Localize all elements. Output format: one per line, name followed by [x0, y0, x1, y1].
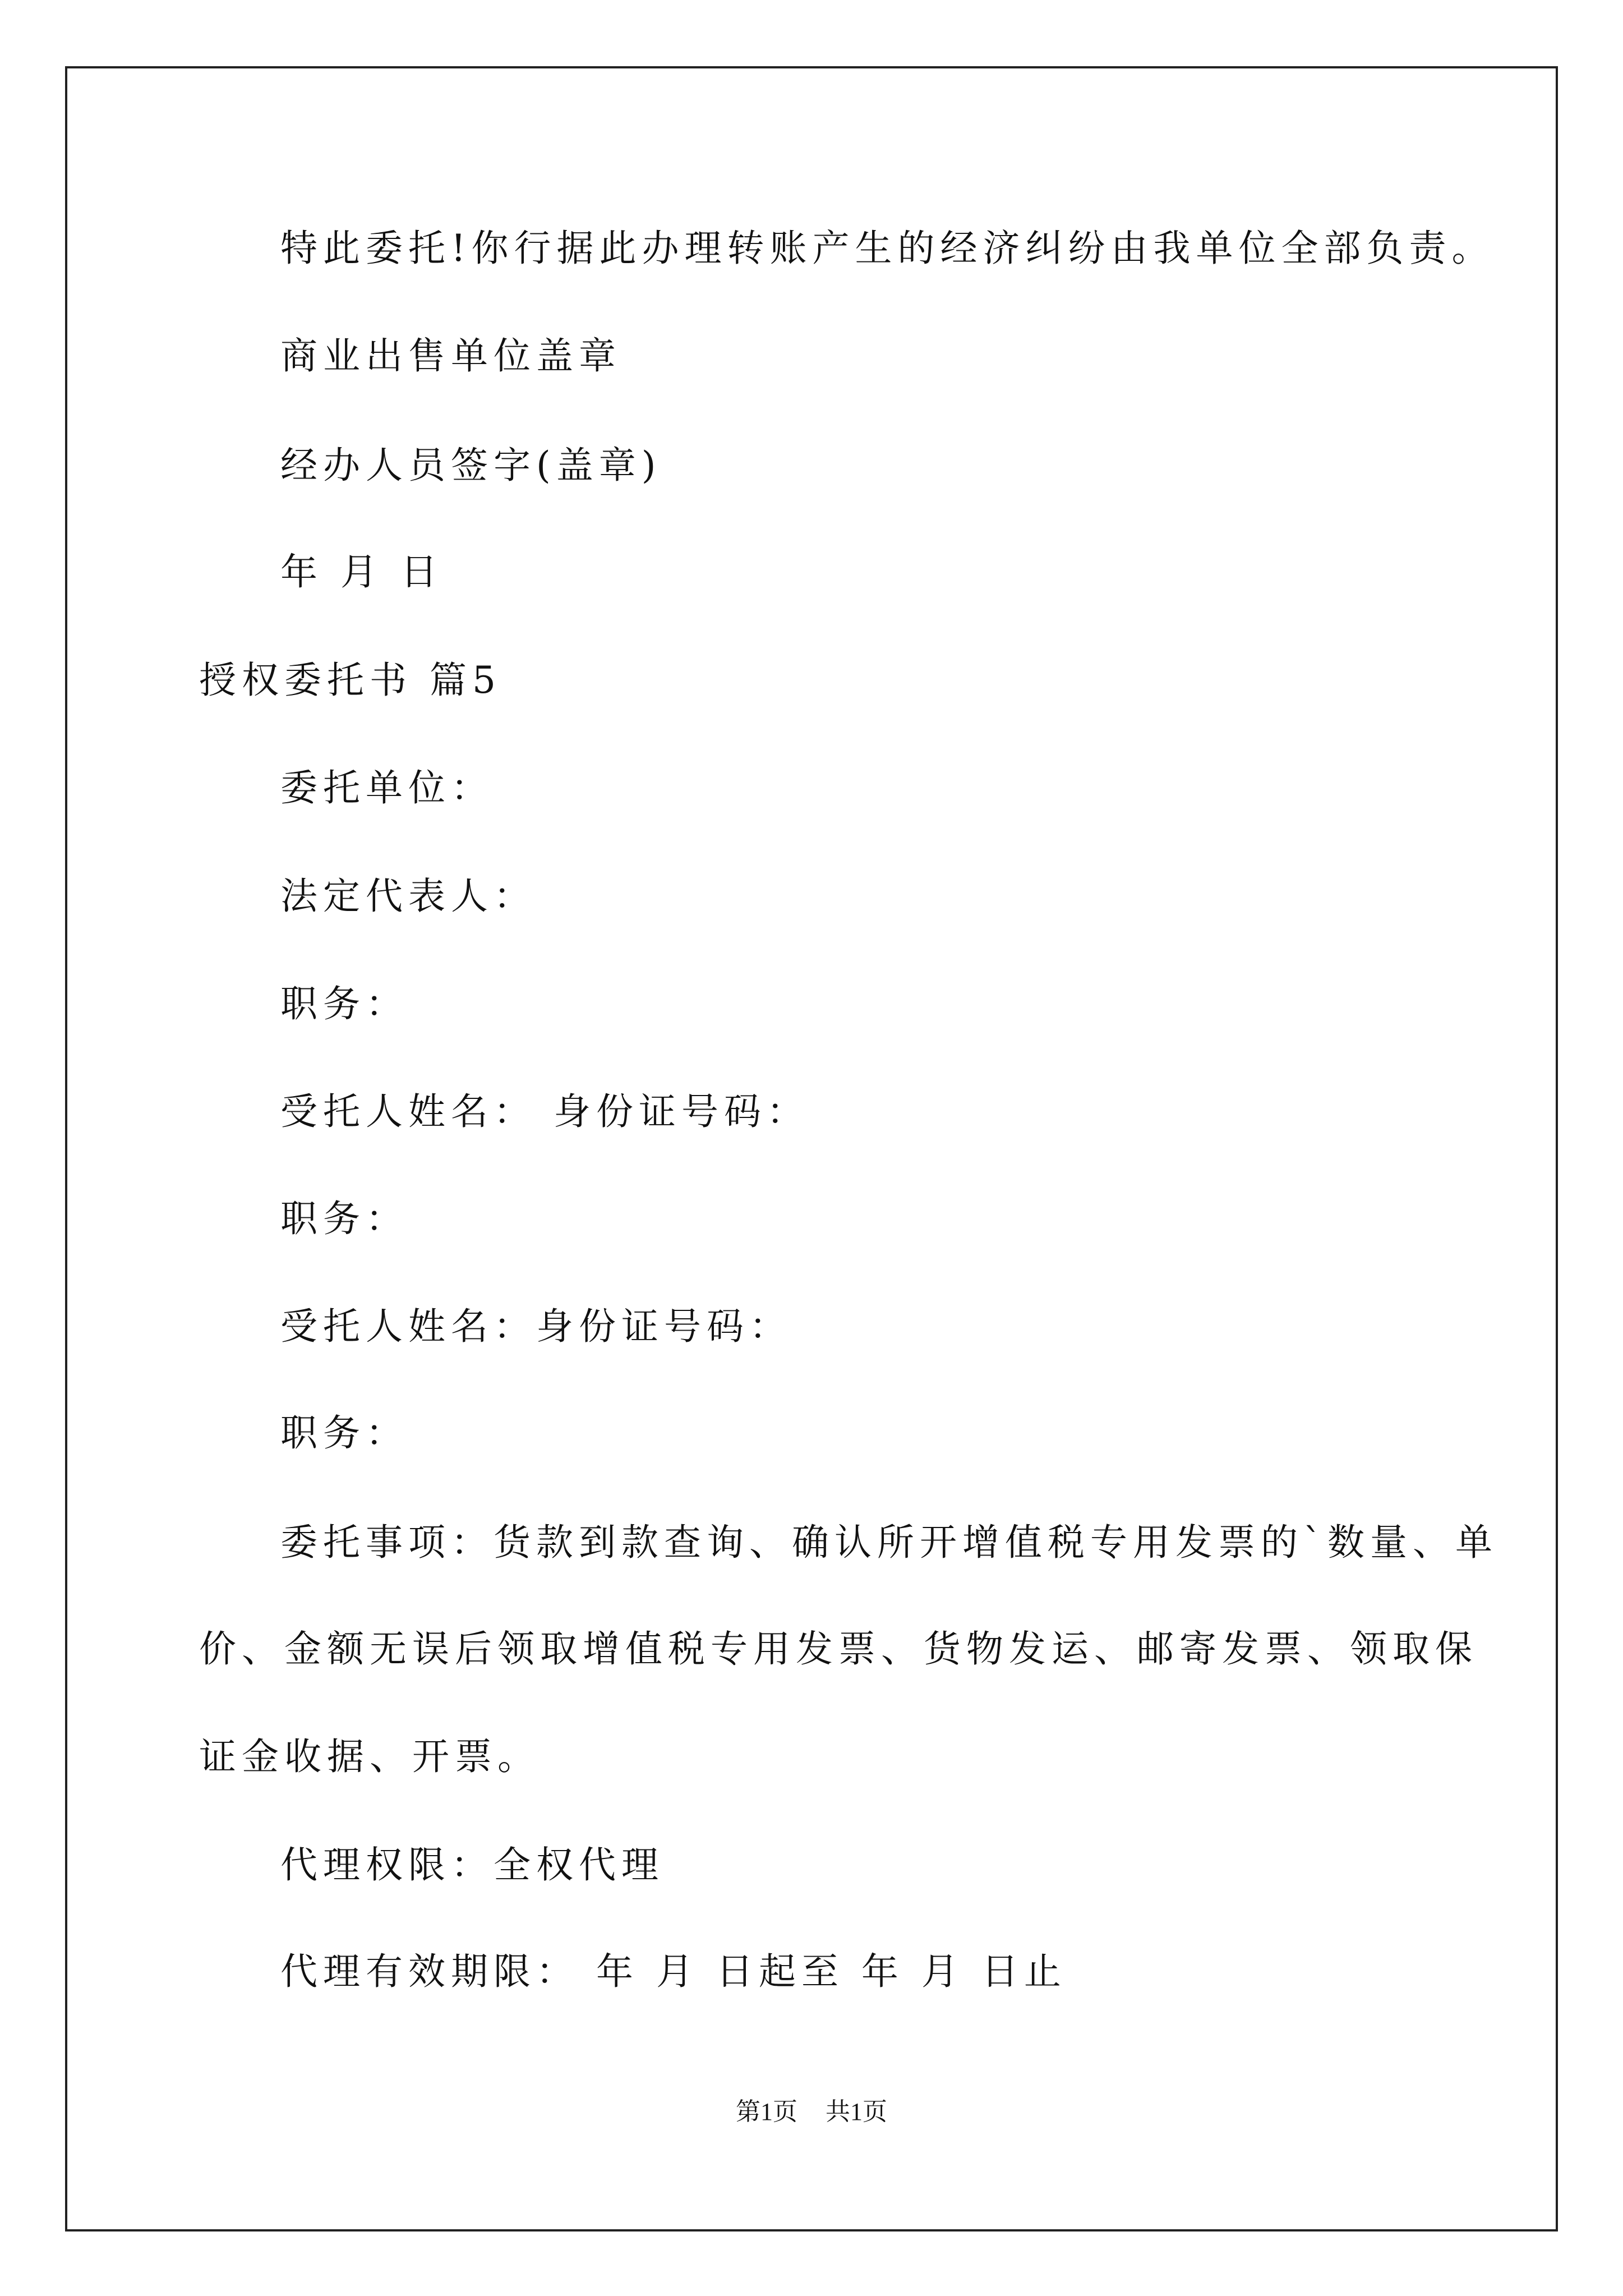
- field-position: 职务：: [280, 982, 408, 1025]
- field-entrusting-unit: 委托单位：: [280, 766, 494, 809]
- entrusted-matters-line: 价、金额无误后领取增值税专用发票、货物发运、邮寄发票、领取保: [199, 1627, 1478, 1671]
- date-line: 年 月 日: [280, 550, 443, 593]
- field-trustee-name-id: 受托人姓名： 身份证号码：: [280, 1090, 809, 1133]
- page-border: [65, 66, 1558, 2231]
- field-legal-representative: 法定代表人：: [280, 875, 536, 918]
- agency-period-line: 代理有效期限： 年 月 日起至 年 月 日止: [280, 1950, 1067, 1993]
- page-footer: [0, 2095, 1623, 2129]
- page-total: 共1页: [826, 2098, 887, 2125]
- signature-line: 经办人员签字(盖章): [280, 444, 662, 487]
- field-position: 职务：: [280, 1411, 408, 1455]
- field-trustee-name-id: 受托人姓名：身份证号码：: [280, 1305, 792, 1348]
- agency-authority-line: 代理权限：全权代理: [280, 1843, 664, 1887]
- section-heading: 授权委托书 篇5: [199, 659, 501, 702]
- field-position: 职务：: [280, 1197, 408, 1240]
- entrusted-matters-line: 委托事项：货款到款查询、确认所开增值税专用发票的`数量、单: [280, 1521, 1498, 1564]
- seal-line: 商业出售单位盖章: [280, 334, 621, 378]
- page-number: 第1页: [736, 2098, 797, 2125]
- entrusted-matters-line: 证金收据、开票。: [199, 1735, 540, 1778]
- statement-line: 特此委托!你行据此办理转账产生的经济纠纷由我单位全部负责。: [280, 227, 1495, 270]
